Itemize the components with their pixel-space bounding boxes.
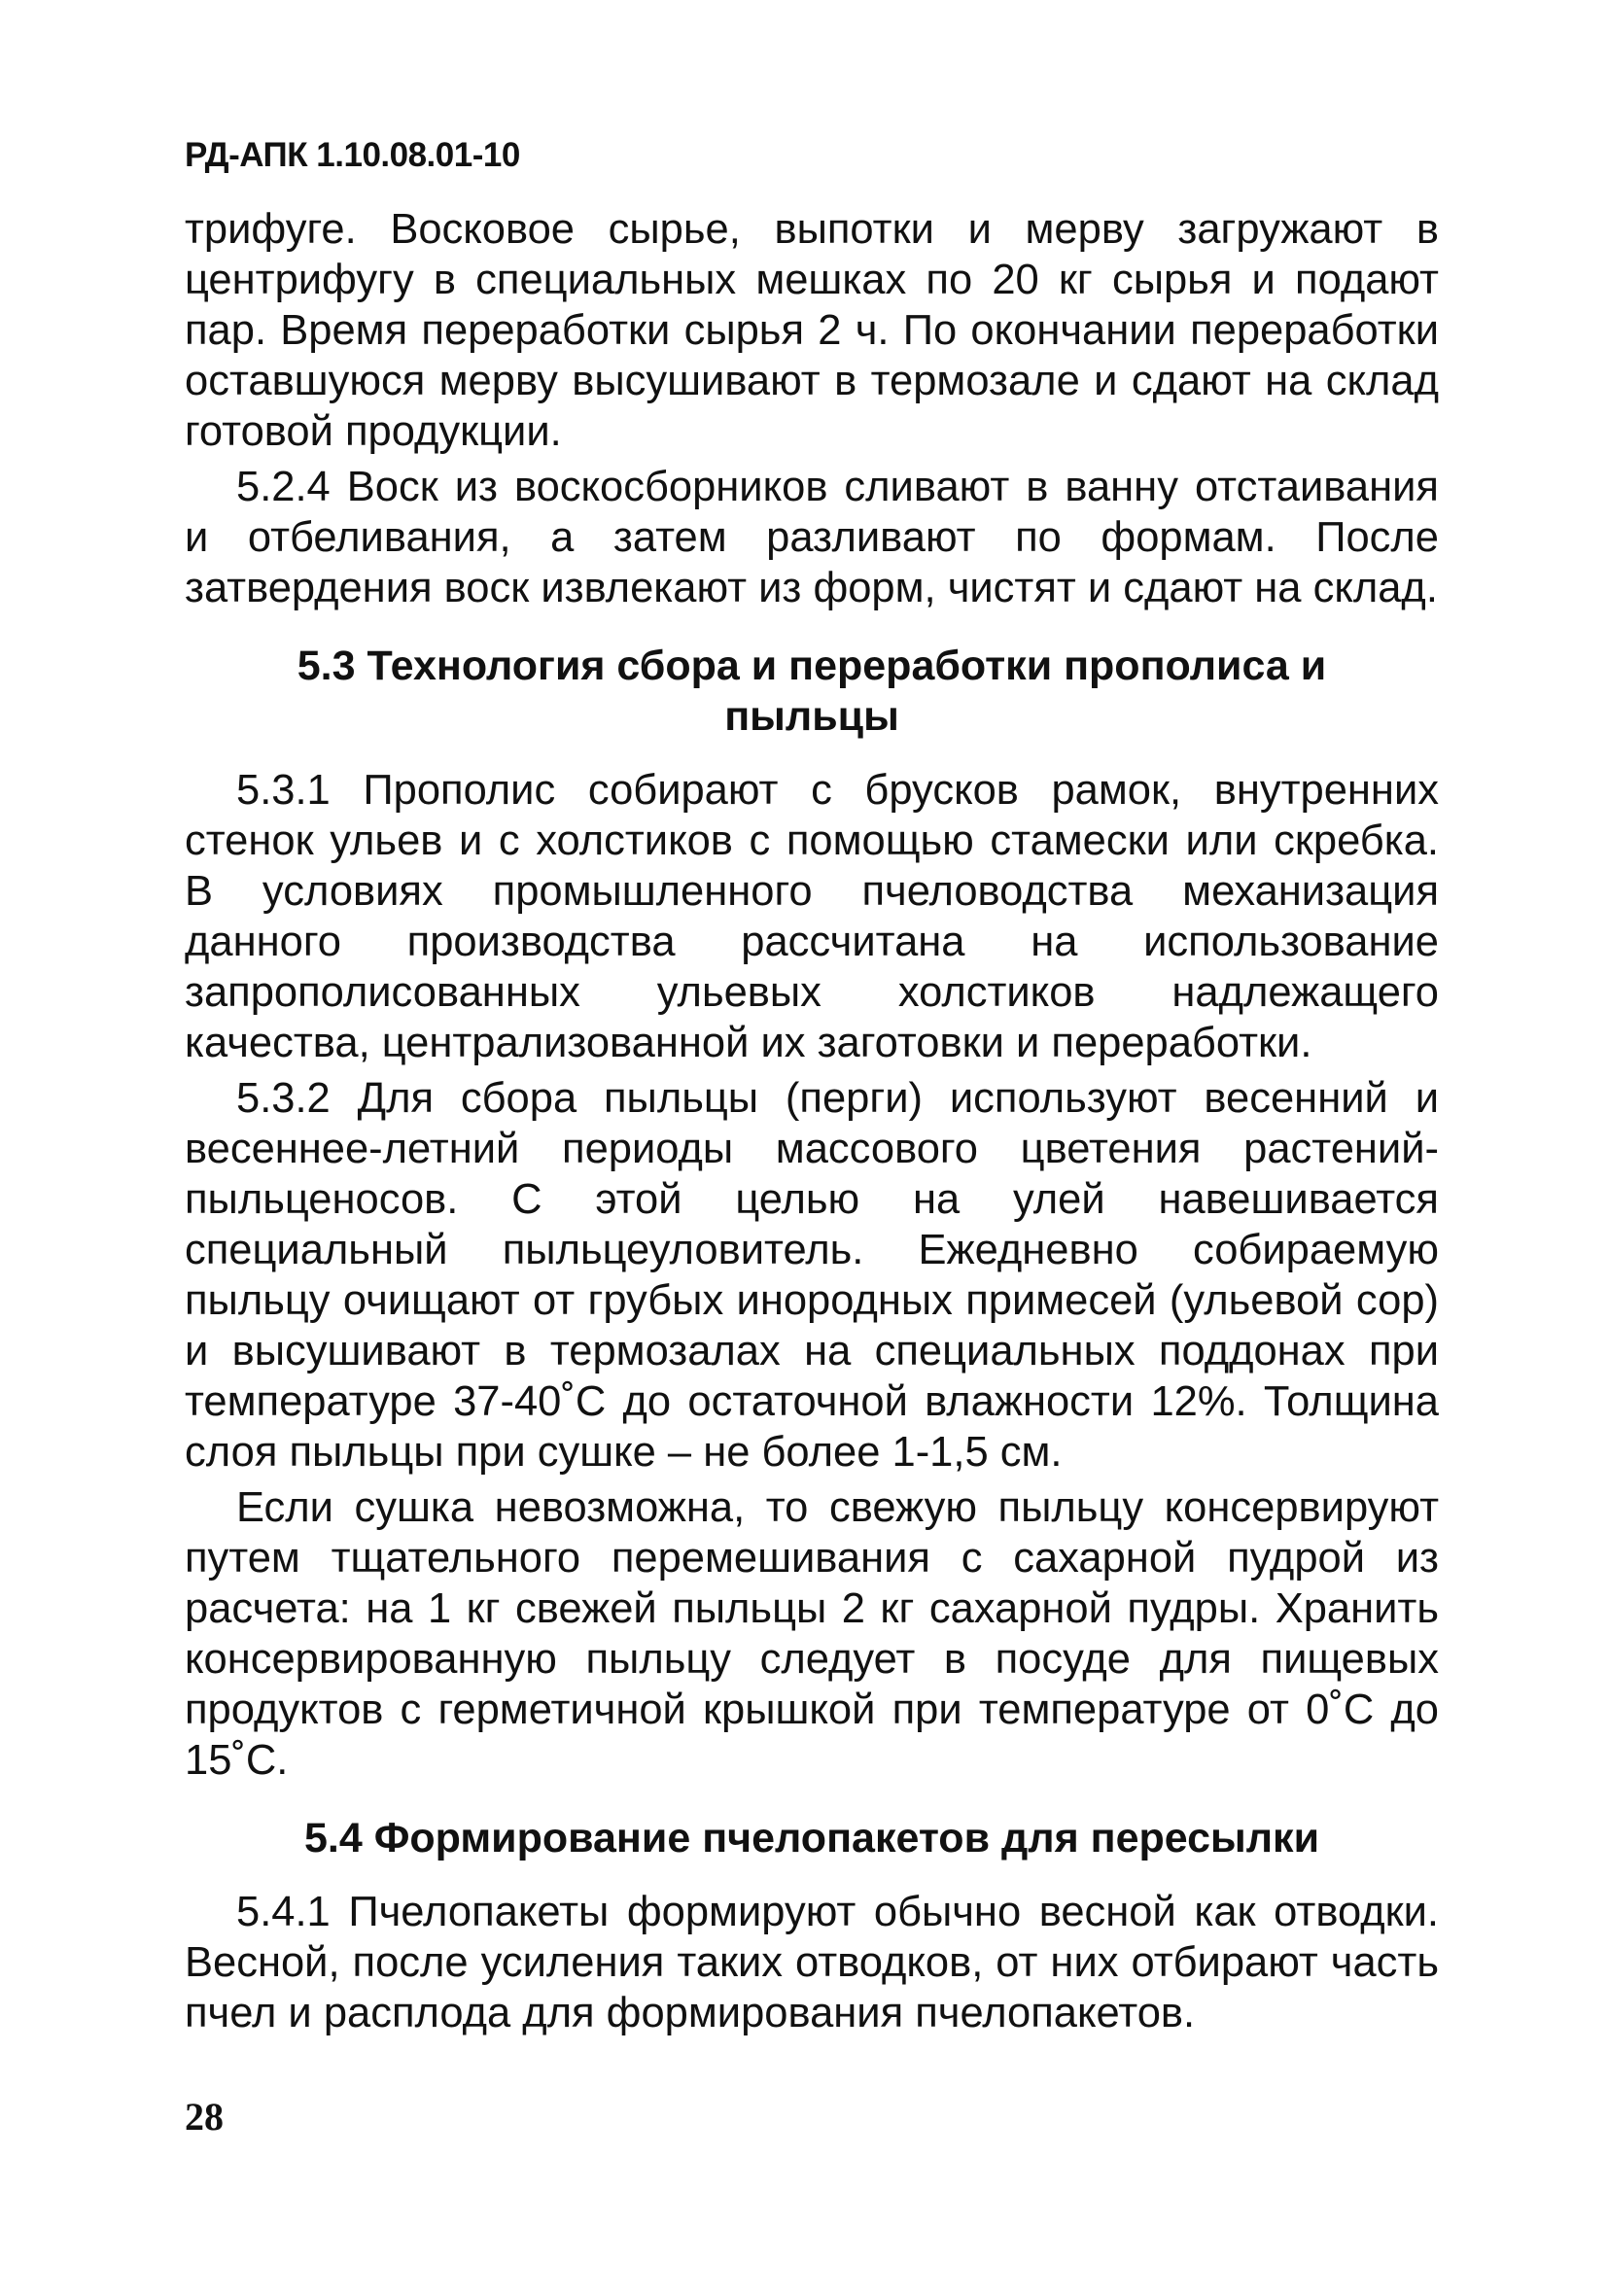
section-heading-5-3: 5.3 Технология сбора и переработки прополиса и пыльцы — [297, 643, 1327, 740]
paragraph-5-3-1: 5.3.1 Прополис собирают с брусков рамок, внутренних стенок ульев и с холстиков с помощью стамески или скребка. В условиях промышленного пчеловодства механизация данного производства рассчитана на использование запрополисованных ульевых холстиков надлежащего качества, централизованной их заготовки и переработки. — [185, 767, 1439, 1066]
document-code-header: РД-АПК 1.10.08.01-10 — [185, 136, 520, 174]
page-number: 28 — [185, 2095, 224, 2139]
paragraph-5-4-1: 5.4.1 Пчелопакеты формируют обычно весной как отводки. Весной, после усиления таких отводков, от них отбирают часть пчел и расплода для формирования пчелопакетов. — [185, 1889, 1439, 2036]
paragraph-pollen-preservation: Если сушка невозможна, то свежую пыльцу консервируют путем тщательного перемешивания с сахарной пудрой из расчета: на 1 кг свежей пыльцы 2 кг сахарной пудры. Хранить консервированную пыльцу следует в посуде для пищевых продуктов с герметичной крышкой при температуре от 0˚С до 15˚С. — [185, 1484, 1439, 1784]
paragraph-5-2-4: 5.2.4 Воск из воскосборников сливают в ванну отстаивания и отбеливания, а затем разливают по формам. После затвердения воск извлекают из форм, чистят и сдают на склад. — [185, 464, 1439, 611]
section-heading-5-4: 5.4 Формирование пчелопакетов для пересылки — [303, 1815, 1320, 1861]
document-body — [185, 204, 1439, 2043]
paragraph-continuation: трифуге. Восковое сырье, выпотки и мерву загружают в центрифугу в специальных мешках по 20 кг сырья и подают пар. Время переработки сырья 2 ч. По окончании переработки оставшуюся мерву высушивают в термозале и сдают на склад готовой продукции. — [185, 206, 1439, 455]
paragraph-5-3-2: 5.3.2 Для сбора пыльцы (перги) используют весенний и весеннее-летний периоды массового цветения растений-пыльценосов. С этой целью на улей навешивается специальный пыльцеуловитель. Ежедневно собираемую пыльцу очищают от грубых инородных примесей (ульевой сор) и высушивают в термозалах на специальных поддонах при температуре 37-40˚С до остаточной влажности 12%. Толщина слоя пыльцы при сушке – не более 1-1,5 см. — [185, 1075, 1439, 1476]
